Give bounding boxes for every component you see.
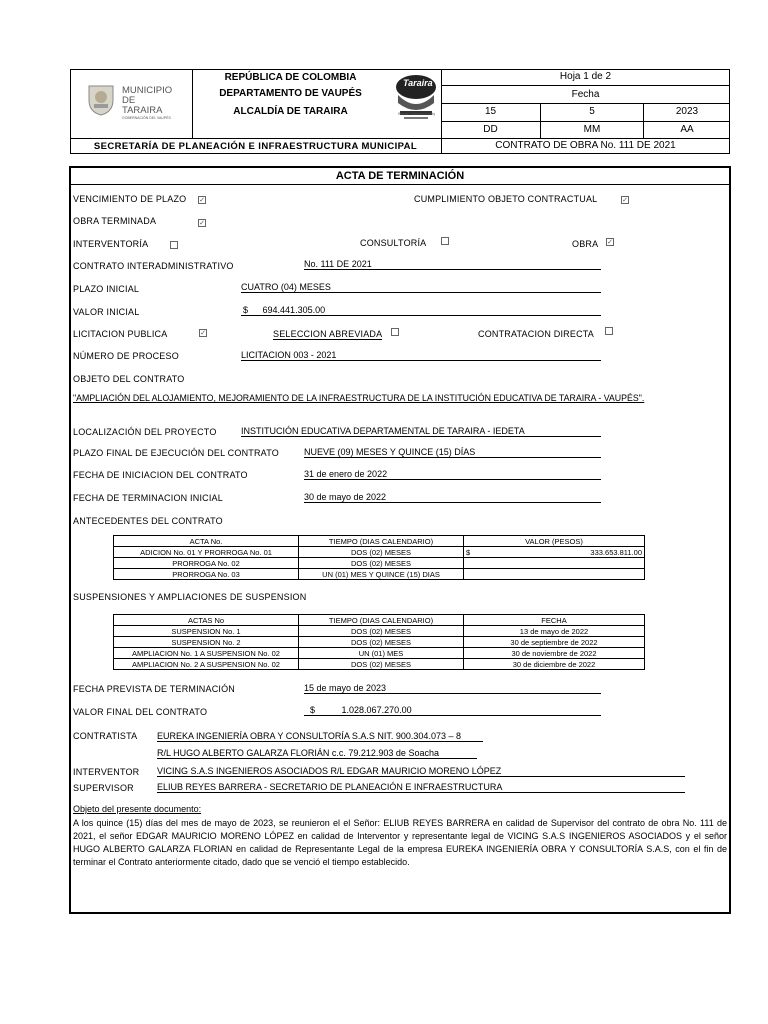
valor-inicial-value: 694.441.305.00 [262,305,326,315]
vencimiento-label: VENCIMIENTO DE PLAZO [73,194,187,204]
table-cell: 30 de septiembre de 2022 [464,637,645,648]
secretaria-title: SECRETARÍA DE PLANEACIÓN E INFRAESTRUCTURA MUNICIPAL [93,141,418,152]
interventoria-label: INTERVENTORÍA [73,239,149,249]
interventor-label: INTERVENTOR [73,767,140,777]
logo-subtitle: GOBERNACIÓN DEL VAUPÉS [122,116,171,120]
table-row [114,648,645,659]
date-month-label: MM [541,122,643,139]
cumplimiento-label: CUMPLIMIENTO OBJETO CONTRACTUAL [414,194,598,204]
fecha-prevista-label: FECHA PREVISTA DE TERMINACIÓN [73,684,235,694]
table-cell: PRORROGA No. 02 [114,558,299,569]
table-header: TIEMPO (DIAS CALENDARIO) [299,536,464,547]
valor-inicial-label: VALOR INICIAL [73,307,140,317]
table-header: ACTAS No [114,615,299,626]
seleccion-abreviada-checkbox[interactable] [391,328,399,336]
table-row [114,626,645,637]
logo-line: TARAIRA [122,105,163,116]
table-cell [464,558,645,569]
table-header-row [114,615,645,626]
contratacion-directa-label: CONTRATACION DIRECTA [478,329,594,339]
contract-number: CONTRATO DE OBRA No. 111 DE 2021 [495,140,676,151]
municipio-logo-text [122,86,172,121]
table-header: ACTA No. [114,536,299,547]
vencimiento-checkbox[interactable]: ✓ [199,197,205,204]
licitacion-publica-label: LICITACION PUBLICA [73,329,168,339]
consultoria-checkbox[interactable] [441,237,449,245]
table-cell: 13 de mayo de 2022 [464,626,645,637]
date-year: 2023 [644,103,730,122]
table-cell: AMPLIACION No. 1 A SUSPENSION No. 02 [114,648,299,659]
date-label: Fecha [441,86,730,104]
taraira-logo-text: Taraira [403,78,433,88]
contratista-value: EUREKA INGENIERÍA OBRA Y CONSULTORÍA S.A.S NIT. 900.304.073 – 8 [157,731,483,742]
contratacion-directa-checkbox[interactable] [605,327,613,335]
table-cell: DOS (02) MESES [299,558,464,569]
table-cell: DOS (02) MESES [299,626,464,637]
table-cell [464,569,645,580]
municipio-seal-icon [86,82,116,116]
date-day: 15 [441,103,540,122]
table-row [114,558,645,569]
table-cell: $ [464,547,479,558]
obra-terminada-checkbox[interactable]: ✓ [199,220,205,227]
fecha-prevista-value: 15 de mayo de 2023 [304,683,601,694]
localizacion-label: LOCALIZACIÓN DEL PROYECTO [73,427,217,437]
antecedentes-label: ANTECEDENTES DEL CONTRATO [73,516,223,526]
supervisor-value: ELIUB REYES BARRERA - SECRETARIO DE PLANEACIÓN E INFRAESTRUCTURA [157,782,685,793]
obra-terminada-label: OBRA TERMINADA [73,216,157,226]
objeto-doc-body: A los quince (15) días del mes de mayo de 2023, se reunieron el el Señor: ELIUB REYES BARRERA en calidad de Supervisor del contrato de obra No. 111 de 2021, el señor EDGAR MAURICIO MORENO LÓPEZ en calidad de Interventor y representante legal de VICING S.A.S INGENIEROS ASOCIADOS y el señor HUGO ALBERTO GALARZA FLORIAN en calidad de Representante Legal de la empresa EUREKA INGENIERÍA OBRA Y CONSULTORÍA S.A.S, con el fin de terminar el Contrato anteriormente citado, dado que se venció el tiempo establecido. [73,818,727,867]
header-titles [193,69,388,121]
interventoria-checkbox[interactable] [170,241,178,249]
table-cell: 30 de diciembre de 2022 [464,659,645,670]
sheet-number: Hoja 1 de 2 [441,69,730,86]
date-year-label: AA [644,122,730,139]
logo-line: MUNICIPIO [122,85,173,96]
currency-symbol: $ [243,305,249,315]
date-day-label: DD [441,122,540,139]
table-row [114,569,645,580]
table-cell: 333.653.811.00 [478,547,645,558]
antecedentes-table [113,535,645,580]
cumplimiento-checkbox[interactable]: ✓ [622,197,628,204]
date-month: 5 [541,103,643,122]
contrato-inter-label: CONTRATO INTERADMINISTRATIVO [73,261,234,271]
logo-line: DE [122,95,136,106]
fecha-inicio-value: 31 de enero de 2022 [304,469,601,480]
table-cell: PRORROGA No. 03 [114,569,299,580]
table-cell: DOS (02) MESES [299,659,464,670]
currency-symbol: $ [310,705,316,715]
objeto-value: "AMPLIACIÓN DEL ALOJAMIENTO, MEJORAMIENTO DE LA INFRAESTRUCTURA DE LA INSTITUCIÓN EDUCATIVA DE TARAIRA - VAUPÉS". [73,393,645,403]
plazo-inicial-label: PLAZO INICIAL [73,284,140,294]
table-row [114,659,645,670]
valor-final-field [304,705,601,716]
table-cell: ADICION No. 01 Y PRORROGA No. 01 [114,547,299,558]
table-header-row [114,536,645,547]
suspensiones-table [113,614,645,670]
interventor-value: VICING S.A.S INGENIEROS ASOCIADOS R/L EDGAR MAURICIO MORENO LÓPEZ [157,766,685,777]
contratista-rep-value: R/L HUGO ALBERTO GALARZA FLORIÁN c.c. 79.212.903 de Soacha [157,748,477,759]
fecha-term-value: 30 de mayo de 2022 [304,492,601,503]
plazo-inicial-value: CUATRO (04) MESES [241,282,601,293]
supervisor-label: SUPERVISOR [73,783,134,793]
obra-label: OBRA [572,239,599,249]
mayoralty-title: ALCALDÍA DE TARAIRA [233,106,348,117]
table-header: TIEMPO (DIAS CALENDARIO) [299,615,464,626]
table-row [114,637,645,648]
valor-final-value: 1.028.067.270.00 [341,705,412,715]
form-title: ACTA DE TERMINACIÓN [71,168,729,185]
department-title: DEPARTAMENTO DE VAUPÉS [219,88,362,99]
table-cell: UN (01) MES Y QUINCE (15) DIAS [299,569,464,580]
numero-proceso-label: NÚMERO DE PROCESO [73,351,179,361]
valor-inicial-field [241,305,601,316]
table-cell: SUSPENSION No. 2 [114,637,299,648]
plazo-final-value: NUEVE (09) MESES Y QUINCE (15) DÍAS [304,447,601,458]
fecha-inicio-label: FECHA DE INICIACION DEL CONTRATO [73,470,248,480]
licitacion-publica-checkbox[interactable]: ✓ [200,330,206,337]
consultoria-label: CONSULTORÍA [360,238,427,248]
suspensiones-label: SUSPENSIONES Y AMPLIACIONES DE SUSPENSION [73,592,307,602]
table-header: FECHA [464,615,645,626]
table-header: VALOR (PESOS) [464,536,645,547]
table-cell: 30 de noviembre de 2022 [464,648,645,659]
numero-proceso-value: LICITACION 003 - 2021 [241,350,601,361]
obra-checkbox[interactable]: ✓ [607,239,613,246]
table-cell: SUSPENSION No. 1 [114,626,299,637]
valor-final-label: VALOR FINAL DEL CONTRATO [73,707,208,717]
fecha-term-label: FECHA DE TERMINACION INICIAL [73,493,223,503]
objeto-doc-heading: Objeto del presente documento: [73,804,202,814]
republic-title: REPÚBLICA DE COLOMBIA [224,72,357,83]
taraira-logo-subtitle: Wesser Cabrera Loredy [398,112,436,116]
table-row [114,547,645,558]
table-cell: DOS (02) MESES [299,547,464,558]
objeto-label: OBJETO DEL CONTRATO [73,374,185,384]
table-cell: DOS (02) MESES [299,637,464,648]
contrato-inter-value: No. 111 DE 2021 [304,259,601,270]
localizacion-value: INSTITUCIÓN EDUCATIVA DEPARTAMENTAL DE TARAIRA - IEDETA [241,426,601,437]
table-cell: UN (01) MES [299,648,464,659]
seleccion-abreviada-label: SELECCION ABREVIADA [273,329,383,339]
contratista-label: CONTRATISTA [73,731,138,741]
table-cell: AMPLIACION No. 2 A SUSPENSION No. 02 [114,659,299,670]
plazo-final-label: PLAZO FINAL DE EJECUCIÓN DEL CONTRATO [73,448,279,458]
